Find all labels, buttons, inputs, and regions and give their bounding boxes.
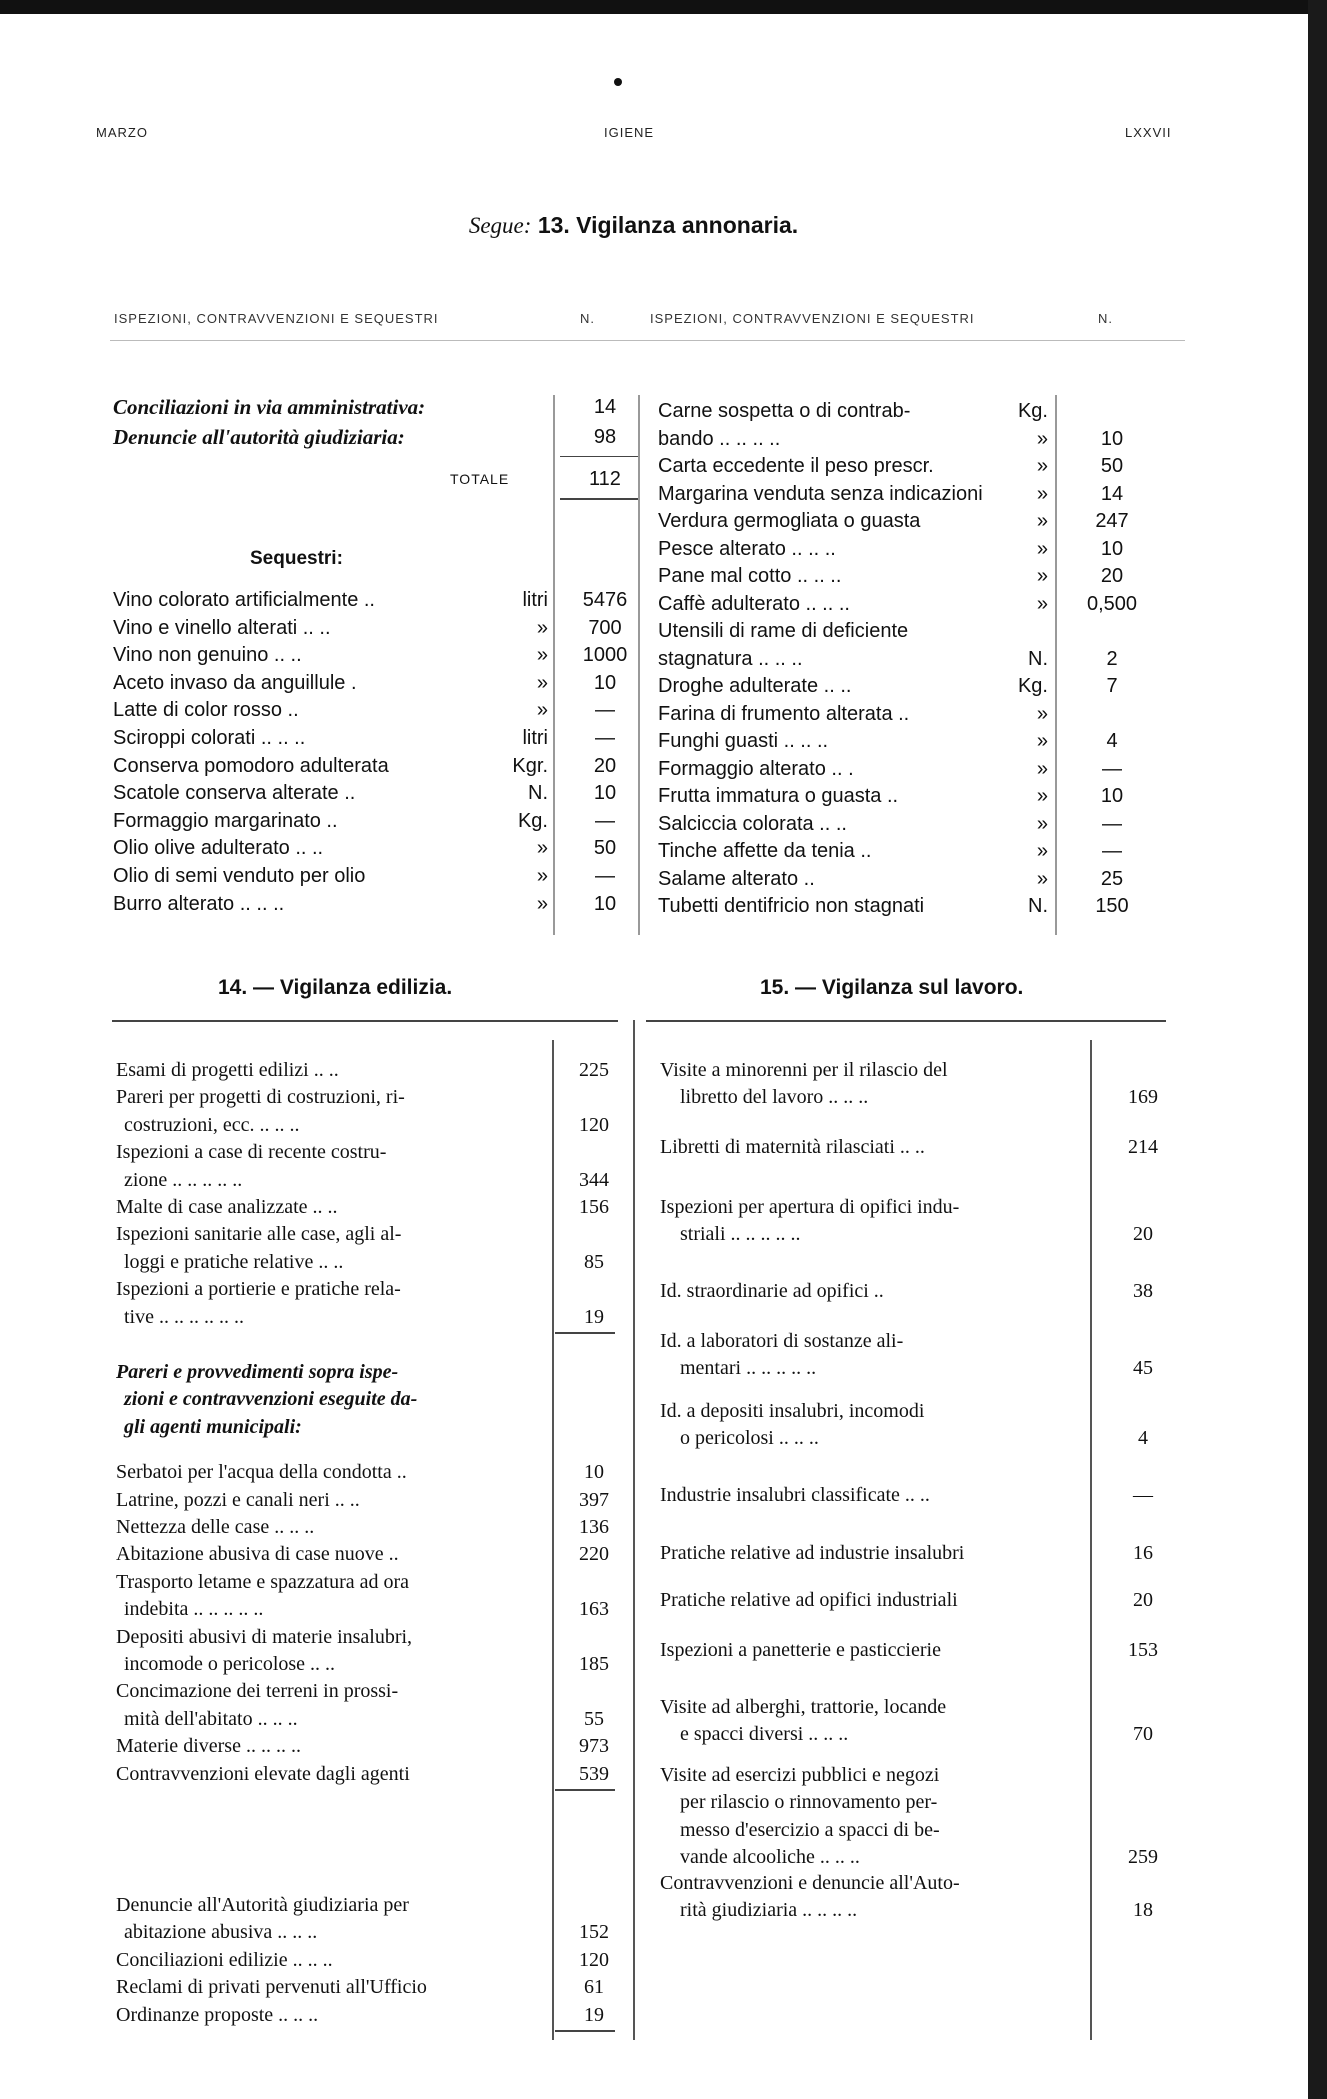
section14-subheading: gli agenti municipali: bbox=[124, 1415, 302, 1438]
section14-row-value: 397 bbox=[579, 1488, 609, 1511]
section15-label: Ispezioni a panetterie e pasticcierie bbox=[660, 1639, 941, 1661]
section14-row-label: costruzioni, ecc. .. .. .. bbox=[124, 1113, 300, 1136]
right-top-unit: » bbox=[1036, 867, 1048, 890]
sequestri-unit: Kg. bbox=[517, 809, 548, 832]
vertical-rule bbox=[633, 1020, 635, 2040]
vertical-rule bbox=[553, 395, 555, 935]
sequestri-value: 700 bbox=[588, 616, 622, 639]
section15-label: Id. straordinarie ad opifici .. bbox=[660, 1280, 884, 1302]
section15-label: vande alcooliche .. .. .. bbox=[680, 1846, 860, 1869]
right-top-label: Frutta immatura o guasta .. bbox=[658, 785, 899, 807]
denuncie-label: Denuncie all'autorità giudiziaria: bbox=[113, 425, 405, 449]
section14-row-label: Nettezza delle case .. .. .. bbox=[116, 1516, 315, 1538]
right-top-unit: » bbox=[1036, 537, 1048, 560]
header-rule bbox=[110, 340, 1185, 341]
section15-label: Pratiche relative ad industrie insalubri bbox=[660, 1542, 965, 1564]
running-header-right: LXXVII bbox=[1125, 125, 1172, 140]
right-top-unit: Kg. bbox=[1017, 675, 1048, 697]
right-top-label: Carta eccedente il peso prescr. bbox=[658, 455, 934, 477]
section15-value: 70 bbox=[1133, 1723, 1153, 1746]
section15-value: 214 bbox=[1128, 1136, 1158, 1158]
section14-row-label: Ispezioni a portierie e pratiche rela- bbox=[116, 1278, 401, 1301]
section15-label: o pericolosi .. .. .. bbox=[680, 1427, 819, 1450]
totale-label: TOTALE bbox=[450, 471, 510, 487]
sequestri-label: Conserva pomodoro adulterata bbox=[113, 754, 389, 777]
right-top-label: Funghi guasti .. .. .. bbox=[658, 730, 829, 752]
sequestri-unit: » bbox=[536, 865, 548, 887]
section14-row-label: tive .. .. .. .. .. .. bbox=[124, 1305, 244, 1328]
section15-label: Pratiche relative ad opifici industriali bbox=[660, 1589, 958, 1611]
right-top-value: — bbox=[1102, 812, 1122, 835]
section14-row-value: 152 bbox=[579, 1921, 609, 1944]
section15-label: e spacci diversi .. .. .. bbox=[680, 1723, 849, 1746]
section14-row-value: 156 bbox=[579, 1196, 609, 1218]
section14-row-value: 163 bbox=[579, 1598, 609, 1621]
right-top-value: 10 bbox=[1100, 427, 1124, 450]
section14-row-label: Ordinanze proposte .. .. .. bbox=[116, 2003, 319, 2026]
right-top-label: Verdura germogliata o guasta bbox=[658, 510, 921, 532]
section15-value: 259 bbox=[1128, 1846, 1158, 1869]
section15-value: — bbox=[1133, 1484, 1153, 1506]
section15-label: striali .. .. .. .. .. bbox=[680, 1223, 801, 1246]
right-top-label: Salame alterato .. bbox=[658, 867, 815, 890]
right-top-label: Carne sospetta o di contrab- bbox=[658, 400, 911, 422]
section15-value: 18 bbox=[1133, 1899, 1153, 1922]
section14-row-label: mità dell'abitato .. .. .. bbox=[124, 1707, 298, 1730]
section14-row-value: 61 bbox=[584, 1976, 604, 1999]
sequestri-value: — bbox=[595, 727, 615, 749]
right-top-unit: » bbox=[1036, 840, 1048, 862]
section15-label: messo d'esercizio a spacci di be- bbox=[680, 1818, 940, 1841]
section15-label: rità giudiziaria .. .. .. .. bbox=[680, 1899, 858, 1922]
sequestri-label: Scatole conserva alterate .. bbox=[113, 782, 356, 805]
section15-label: Industrie insalubri classificate .. .. bbox=[660, 1484, 930, 1506]
sequestri-unit: » bbox=[536, 837, 548, 860]
section14-row-label: Pareri per progetti di costruzioni, ri- bbox=[116, 1086, 405, 1109]
section14-row-label: Latrine, pozzi e canali neri .. .. bbox=[116, 1488, 360, 1511]
section15-value: 16 bbox=[1133, 1542, 1153, 1564]
section15-label: Contravvenzioni e denuncie all'Auto- bbox=[660, 1872, 960, 1894]
section14-row-label: Malte di case analizzate .. .. bbox=[116, 1196, 338, 1218]
sequestri-value: 10 bbox=[593, 782, 617, 805]
right-top-unit: » bbox=[1036, 510, 1048, 532]
section14-row-value: 55 bbox=[584, 1707, 604, 1730]
sequestri-value: — bbox=[595, 699, 615, 722]
right-top-value: 0,500 bbox=[1086, 592, 1138, 615]
print-mark bbox=[614, 78, 622, 86]
vertical-rule bbox=[552, 1040, 554, 2040]
sequestri-value: — bbox=[595, 809, 615, 832]
section14-row-label: zione .. .. .. .. .. bbox=[124, 1168, 243, 1191]
conciliazioni-value: 14 bbox=[593, 396, 617, 418]
right-top-unit: N. bbox=[1028, 647, 1048, 670]
right-top-label: Caffè adulterato .. .. .. bbox=[658, 592, 850, 615]
section14-row-label: Trasporto letame e spazzatura ad ora bbox=[116, 1570, 410, 1593]
sequestri-unit: litri bbox=[522, 727, 548, 749]
sequestri-value: 10 bbox=[593, 892, 617, 915]
right-top-unit: » bbox=[1036, 785, 1048, 807]
running-header-left: MARZO bbox=[96, 125, 148, 140]
column-header-left: ISPEZIONI, CONTRAVVENZIONI E SEQUESTRI bbox=[114, 311, 439, 326]
section14-row-value: 225 bbox=[579, 1059, 609, 1081]
section15-label: Ispezioni per apertura di opifici indu- bbox=[660, 1196, 960, 1218]
sequestri-unit: » bbox=[536, 644, 548, 667]
sequestri-label: Vino e vinello alterati .. .. bbox=[113, 616, 331, 639]
sequestri-unit: » bbox=[536, 892, 548, 915]
section14-row-value: 973 bbox=[579, 1735, 609, 1758]
right-top-value: — bbox=[1102, 840, 1122, 862]
section15-label: Id. a depositi insalubri, incomodi bbox=[660, 1400, 925, 1422]
sequestri-label: Aceto invaso da anguillule . bbox=[113, 671, 357, 694]
section14-top-rule bbox=[112, 1020, 618, 1022]
section14-row-value: 136 bbox=[579, 1516, 609, 1538]
section14-row-value: 220 bbox=[579, 1543, 609, 1566]
section15-label: per rilascio o rinnovamento per- bbox=[680, 1791, 938, 1814]
section14-row-label: Concimazione dei terreni in prossi- bbox=[116, 1680, 399, 1703]
section14-row-label: Contravvenzioni elevate dagli agenti bbox=[116, 1762, 410, 1785]
sequestri-unit: » bbox=[536, 616, 548, 639]
denuncie-value: 98 bbox=[593, 426, 617, 448]
right-top-unit: N. bbox=[1028, 895, 1048, 917]
section14-row-value: 10 bbox=[584, 1461, 604, 1484]
section15-value: 38 bbox=[1133, 1280, 1153, 1302]
right-top-label: Pane mal cotto .. .. .. bbox=[658, 565, 842, 587]
sequestri-unit: Kgr. bbox=[512, 754, 548, 777]
section15-value: 169 bbox=[1128, 1086, 1158, 1109]
section14-row-value: 19 bbox=[584, 2003, 604, 2026]
section15-label: mentari .. .. .. .. .. bbox=[680, 1357, 817, 1380]
section14-subheading: zioni e contravvenzioni eseguite da- bbox=[124, 1388, 418, 1411]
section14-row-label: Abitazione abusiva di case nuove .. bbox=[116, 1543, 399, 1566]
section15-value: 153 bbox=[1128, 1639, 1158, 1661]
sequestri-label: Vino non genuino .. .. bbox=[113, 644, 302, 667]
vertical-rule bbox=[1055, 395, 1057, 935]
section14-row-label: Conciliazioni edilizie .. .. .. bbox=[116, 1948, 333, 1971]
right-top-value: — bbox=[1102, 757, 1122, 780]
section14-row-value: 344 bbox=[579, 1168, 609, 1191]
section14-row-value: 19 bbox=[584, 1305, 604, 1328]
right-scan-border bbox=[1308, 0, 1327, 2099]
right-top-value: 2 bbox=[1106, 647, 1118, 670]
right-top-label: Tinche affette da tenia .. bbox=[658, 840, 872, 862]
top-scan-border bbox=[0, 0, 1327, 14]
section15-top-rule bbox=[646, 1020, 1166, 1022]
title-prefix: Segue: bbox=[468, 213, 532, 238]
section14-row-value: 185 bbox=[579, 1653, 609, 1675]
right-top-unit: » bbox=[1036, 702, 1048, 725]
right-top-label: stagnatura .. .. .. bbox=[658, 647, 803, 670]
sequestri-value: — bbox=[595, 865, 615, 887]
section14-row-label: abitazione abusiva .. .. .. bbox=[124, 1921, 318, 1944]
sequestri-unit: » bbox=[536, 699, 548, 722]
right-top-label: Margarina venduta senza indicazioni bbox=[658, 482, 983, 505]
sequestri-unit: litri bbox=[522, 589, 548, 611]
section14-row-label: Reclami di privati pervenuti all'Ufficio bbox=[116, 1976, 427, 1999]
sequestri-unit: » bbox=[536, 671, 548, 694]
sequestri-value: 1000 bbox=[582, 644, 628, 667]
right-top-label: Formaggio alterato .. . bbox=[658, 757, 854, 780]
section14-row-label: incomode o pericolose .. .. bbox=[124, 1653, 336, 1675]
section14-row-label: loggi e pratiche relative .. .. bbox=[124, 1250, 344, 1273]
section14-subheading: Pareri e provvedimenti sopra ispe- bbox=[116, 1361, 399, 1383]
sequestri-label: Latte di color rosso .. bbox=[113, 699, 299, 722]
sequestri-label: Olio di semi venduto per olio bbox=[113, 865, 366, 887]
column-header-left-n: N. bbox=[580, 311, 595, 326]
right-top-value: 150 bbox=[1095, 895, 1129, 917]
title-text: 13. Vigilanza annonaria. bbox=[537, 212, 799, 238]
section14-row-value: 120 bbox=[579, 1113, 609, 1136]
sequestri-value: 20 bbox=[593, 754, 617, 777]
right-top-unit: » bbox=[1036, 757, 1048, 780]
section14-heading: 14. — Vigilanza edilizia. bbox=[218, 976, 453, 999]
section15-value: 45 bbox=[1133, 1357, 1153, 1380]
right-top-unit: » bbox=[1036, 730, 1048, 752]
section15-label: Visite a minorenni per il rilascio del bbox=[660, 1059, 948, 1081]
right-top-value: 14 bbox=[1100, 482, 1124, 505]
section14-bottom-rule bbox=[555, 2030, 615, 2032]
total-bottom-rule bbox=[560, 498, 638, 500]
sequestri-heading: Sequestri: bbox=[250, 548, 343, 569]
vertical-rule bbox=[1090, 1040, 1092, 2040]
section14-row-value: 120 bbox=[579, 1948, 609, 1971]
section14-rule bbox=[555, 1332, 615, 1334]
section15-value: 20 bbox=[1133, 1589, 1153, 1611]
right-top-value: 25 bbox=[1100, 867, 1124, 890]
sequestri-label: Formaggio margarinato .. bbox=[113, 809, 338, 832]
section14-row-value: 539 bbox=[579, 1762, 609, 1785]
right-top-unit: » bbox=[1036, 565, 1048, 587]
sequestri-value: 50 bbox=[593, 837, 617, 860]
section14-row-label: Serbatoi per l'acqua della condotta .. bbox=[116, 1461, 407, 1484]
right-top-unit: » bbox=[1036, 455, 1048, 477]
section14-row-label: Ispezioni sanitarie alle case, agli al- bbox=[116, 1223, 402, 1246]
section15-label: Visite ad alberghi, trattorie, locande bbox=[660, 1696, 947, 1718]
sequestri-label: Olio olive adulterato .. .. bbox=[113, 837, 324, 860]
right-top-value: 20 bbox=[1100, 565, 1124, 587]
column-header-right: ISPEZIONI, CONTRAVVENZIONI E SEQUESTRI bbox=[650, 311, 975, 326]
right-top-label: bando .. .. .. .. bbox=[658, 427, 781, 450]
sequestri-value: 5476 bbox=[582, 589, 628, 611]
right-top-label: Pesce alterato .. .. .. bbox=[658, 537, 836, 560]
right-top-value: 7 bbox=[1106, 675, 1118, 697]
right-top-value: 10 bbox=[1100, 785, 1124, 807]
total-rule bbox=[560, 456, 638, 457]
right-top-value: 4 bbox=[1106, 730, 1118, 752]
sequestri-label: Burro alterato .. .. .. bbox=[113, 892, 285, 915]
totale-value: 112 bbox=[589, 468, 621, 490]
section14-row-label: Esami di progetti edilizi .. .. bbox=[116, 1059, 339, 1081]
sequestri-label: Sciroppi colorati .. .. .. bbox=[113, 727, 306, 749]
right-top-unit: » bbox=[1036, 812, 1048, 835]
section15-label: Visite ad esercizi pubblici e negozi bbox=[660, 1764, 940, 1786]
section14-row-label: Denuncie all'Autorità giudiziaria per bbox=[116, 1894, 409, 1916]
section15-label: Libretti di maternità rilasciati .. .. bbox=[660, 1136, 925, 1158]
column-header-right-n: N. bbox=[1098, 311, 1113, 326]
right-top-value: 247 bbox=[1095, 510, 1129, 532]
right-top-label: Farina di frumento alterata .. bbox=[658, 702, 910, 725]
right-top-unit: » bbox=[1036, 592, 1048, 615]
right-top-value: 10 bbox=[1100, 537, 1124, 560]
section15-heading: 15. — Vigilanza sul lavoro. bbox=[760, 976, 1024, 999]
right-top-label: Tubetti dentifricio non stagnati bbox=[658, 895, 925, 917]
right-top-label: Droghe adulterate .. .. bbox=[658, 675, 852, 697]
right-top-unit: » bbox=[1036, 427, 1048, 450]
right-top-unit: » bbox=[1036, 482, 1048, 505]
right-top-value: 50 bbox=[1100, 455, 1124, 477]
running-header-center: IGIENE bbox=[604, 125, 655, 140]
conciliazioni-label: Conciliazioni in via amministrativa: bbox=[113, 395, 426, 419]
section15-value: 20 bbox=[1133, 1223, 1153, 1246]
section15-label: libretto del lavoro .. .. .. bbox=[680, 1086, 869, 1109]
right-top-label: Utensili di rame di deficiente bbox=[658, 620, 909, 642]
section14-row-label: Ispezioni a case di recente costru- bbox=[116, 1141, 387, 1164]
right-top-unit: Kg. bbox=[1017, 400, 1048, 422]
section15-label: Id. a laboratori di sostanze ali- bbox=[660, 1330, 904, 1352]
section14-row-label: Materie diverse .. .. .. .. bbox=[116, 1735, 301, 1758]
sequestri-value: 10 bbox=[593, 671, 617, 694]
section14-row-value: 85 bbox=[584, 1250, 604, 1273]
section14-row-label: Depositi abusivi di materie insalubri, bbox=[116, 1625, 413, 1648]
right-top-label: Salciccia colorata .. .. bbox=[658, 812, 847, 835]
page-title bbox=[0, 212, 1297, 239]
sequestri-label: Vino colorato artificialmente .. bbox=[113, 589, 375, 611]
section14-rule bbox=[555, 1789, 615, 1791]
sequestri-unit: N. bbox=[528, 782, 548, 805]
section14-row-label: indebita .. .. .. .. .. bbox=[124, 1598, 264, 1621]
section15-value: 4 bbox=[1138, 1427, 1148, 1450]
